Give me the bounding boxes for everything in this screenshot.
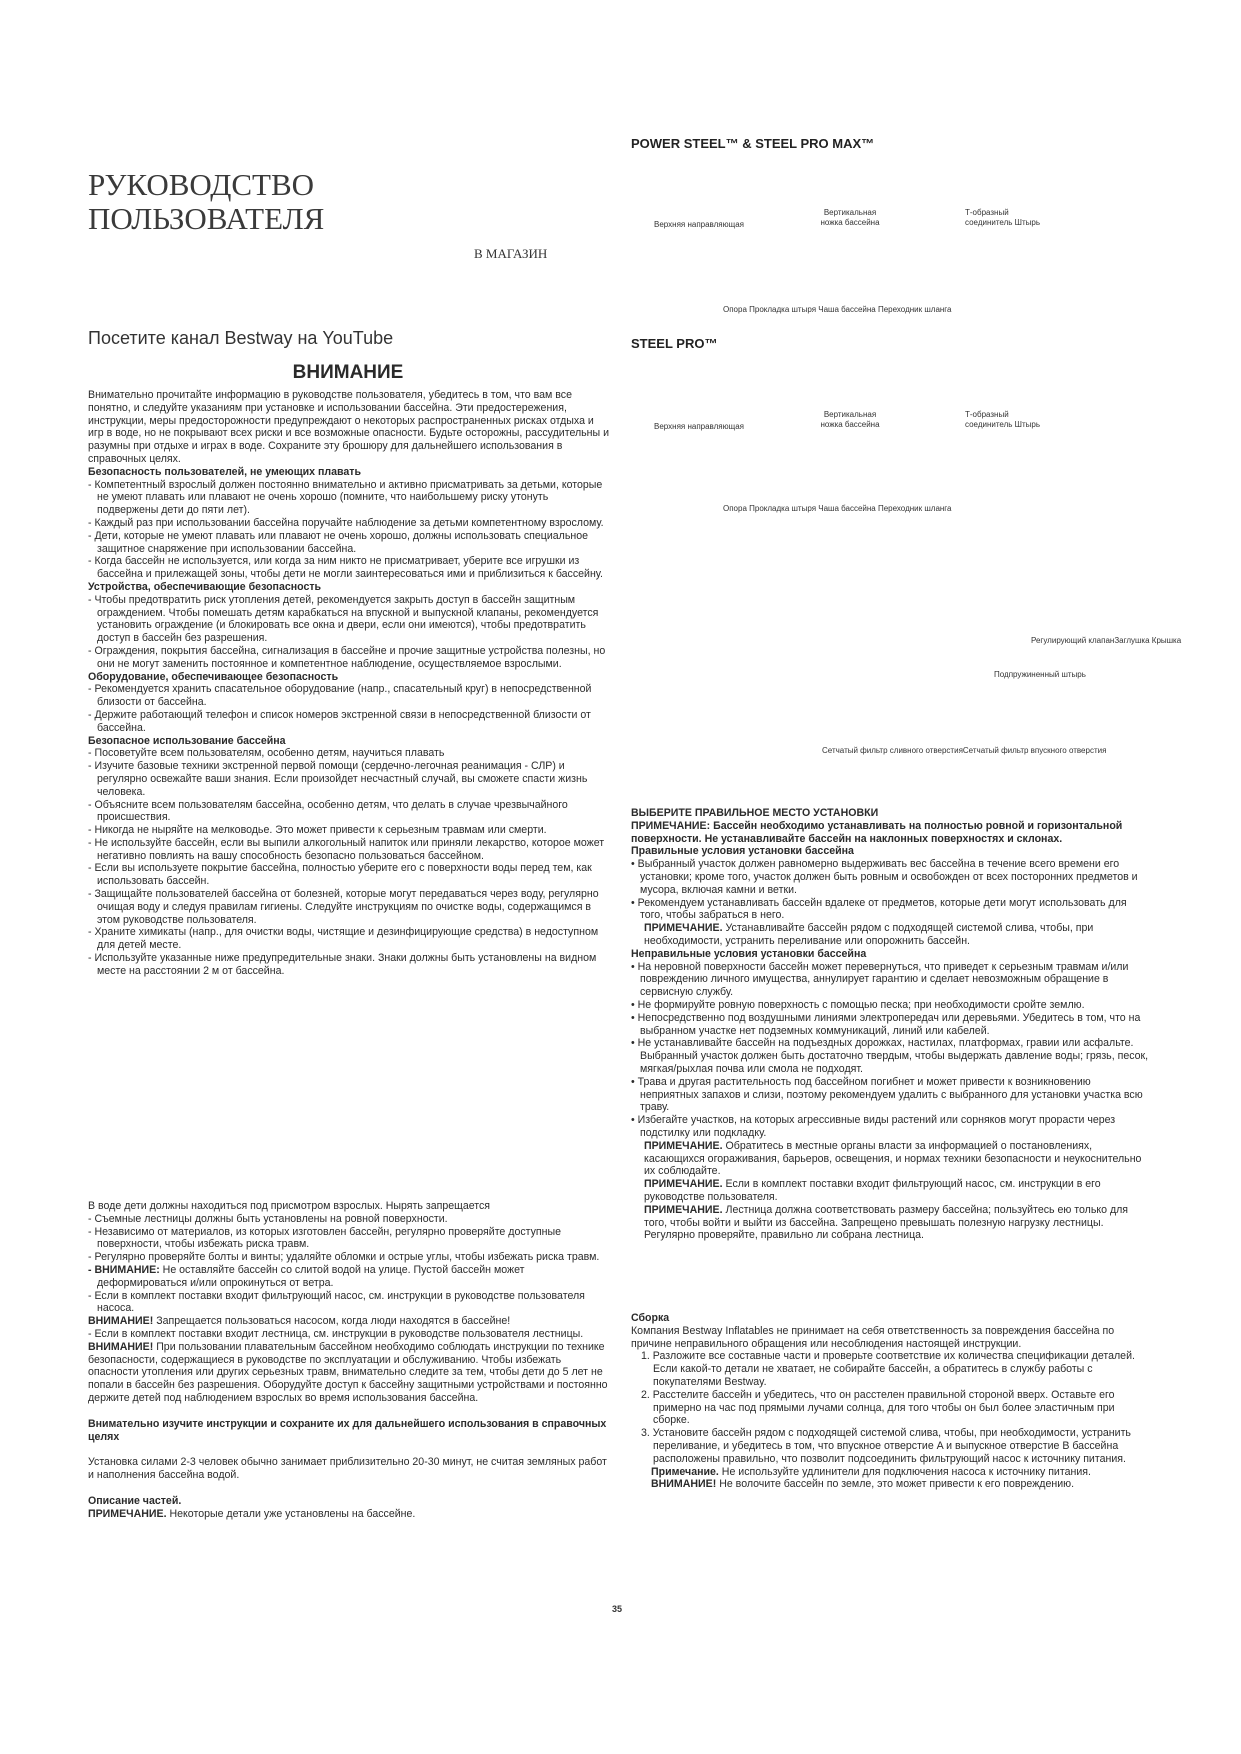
right1-paragraph: ВЫБЕРИТЕ ПРАВИЛЬНОЕ МЕСТО УСТАНОВКИ	[631, 807, 879, 819]
left1-paragraph: - Посоветуйте всем пользователям, особенно детям, научиться плавать	[88, 747, 445, 760]
right1-paragraph: ПРИМЕЧАНИЕ. Устанавливайте бассейн рядом с подходящей системой слива, чтобы, при необходимости, устранить переливание или опорожнить бассейн.	[644, 922, 1094, 947]
label-top-rail-2: Верхняя направляющая	[654, 422, 744, 431]
right1-paragraph: ПРИМЕЧАНИЕ. Обратитесь в местные органы власти за информацией о постановлениях, касающихся огораживания, барьеров, освещения, и нормах техники безопасности и неукоснительно их соблюдайте.	[644, 1139, 1142, 1178]
right1-paragraph: • Выбранный участок должен равномерно выдерживать вес бассейна в течение всего времени его установки; кроме того, участок должен быть ровным и освобожден от всех посторонних предметов и мусора, включая камни и ветки.	[631, 858, 1138, 896]
right1-paragraph: • Трава и другая растительность под бассейном погибнет и может привести к возникновению неприятных запахов и слизи, поэтому рекомендуем удалить с выбранного для установки участка всю траву.	[631, 1075, 1143, 1114]
right1-paragraph: ПРИМЕЧАНИЕ. Лестница должна соответствовать размеру бассейна; пользуйтесь ею только для того, чтобы войти и выйти из бассейна. Запрещено превышать полезную нагрузку лестницы. Регулярно проверяйте, правильно ли собрана лестница.	[644, 1203, 1129, 1242]
left2-paragraph: - Съемные лестницы должны быть установлены на ровной поверхности.	[88, 1212, 448, 1225]
left1-paragraph: - Когда бассейн не используется, или когда за ним никто не присматривает, уберите все игрушки из бассейна и прилежащей зоны, чтобы дети не могли заинтересоваться ими и приблизиться к бассейну.	[88, 555, 603, 581]
bold-prefix: ПРИМЕЧАНИЕ.	[644, 1139, 723, 1152]
left2-paragraph: - Независимо от материалов, из которых изготовлен бассейн, регулярно проверяйте доступные поверхности, чтобы избежать риска травм.	[88, 1225, 561, 1251]
right1-paragraph: • На неровной поверхности бассейн может перевернуться, что приведет к серьезным травмам и/или повреждению личного имущества, аннулирует гарантию и сделает невозможным обращение в сервисную службу.	[631, 960, 1129, 999]
left2-paragraph	[88, 1405, 610, 1418]
right1-paragraph: • Не формируйте ровную поверхность с помощью песка; при необходимости сройте землю.	[631, 998, 1085, 1011]
label-bottom-row-2: Опора Прокладка штыря Чаша бассейна Переходник шланга	[723, 504, 952, 513]
right1-paragraph: • Избегайте участков, на которых агрессивные виды растений или сорняков могут прорасти через подстилку или подкладку.	[631, 1114, 1116, 1139]
left2-paragraph: В воде дети должны находиться под присмотром взрослых. Нырять запрещается	[88, 1200, 491, 1212]
bold-prefix: Примечание.	[651, 1465, 719, 1478]
assembly-block	[631, 1312, 1151, 1491]
left2-paragraph: ПРИМЕЧАНИЕ. Некоторые детали уже установлены на бассейне.	[88, 1507, 416, 1520]
right1-paragraph: • Не устанавливайте бассейн на подъездных дорожках, настилах, платформах, гравии или асфальте. Выбранный участок должен быть достаточно твердым, чтобы выдержать давление воды; грязь, песок, мягкая/рыхлая почва или смола не подходят.	[631, 1037, 1149, 1075]
right1-paragraph: Неправильные условия установки бассейна	[631, 947, 867, 960]
left1-paragraph: - Объясните всем пользователям бассейна, особенно детям, что делать в случае чрезвычайного происшествия.	[88, 798, 568, 824]
bold-prefix: - ВНИМАНИЕ:	[88, 1263, 160, 1276]
label-valve: Регулирующий клапанЗаглушка Крышка	[1031, 636, 1182, 645]
right2-paragraph: ВНИМАНИЕ! Не волочите бассейн по земле, это может привести к его повреждению.	[651, 1478, 1075, 1491]
title-line-1: РУКОВОДСТВО	[88, 167, 315, 202]
label-strainers: Сетчатый фильтр сливного отверстияСетчатый фильтр впускного отверстия	[822, 746, 1107, 755]
bold-prefix: ПРИМЕЧАНИЕ.	[644, 922, 723, 935]
title-line-2: ПОЛЬЗОВАТЕЛЯ	[88, 201, 325, 236]
site-selection-block	[631, 807, 1151, 1242]
left1-paragraph: - Никогда не ныряйте на мелководье. Это может привести к серьезным травмам или смерти.	[88, 824, 547, 837]
label-vertical-leg-1: Вертикальная ножка бассейна	[820, 208, 880, 227]
right1-paragraph: • Рекомендуем устанавливать бассейн вдалеке от предметов, которые дети могут использовать для того, чтобы забраться в него.	[631, 896, 1127, 922]
left2-paragraph: - Если в комплект поставки входит фильтрующий насос, см. инструкции в руководстве пользователя насоса.	[88, 1289, 585, 1315]
left1-paragraph: Внимательно прочитайте информацию в руководстве пользователя, убедитесь в том, что вам все понятно, и следуйте указаниям при установке и использовании бассейна. Эти предостережения, инструкции, меры предосторожности предупреждают о некоторых распространенных рисках отдыха и игр в воде, но не покрывают всех риски и все возможные опасности. Будьте осторожны, рассудительны и разумны при отдыхе и играх в воде. Сохраните эту брошюру для дальнейшего использования в справочных целях.	[88, 389, 610, 465]
bold-prefix: ПРИМЕЧАНИЕ.	[644, 1203, 723, 1216]
left1-paragraph: - Храните химикаты (напр., для очистки воды, чистящие и дезинфицирующие средства) в недоступном для детей месте.	[88, 926, 599, 952]
left2-paragraph: - Регулярно проверяйте болты и винты; удаляйте обломки и острые углы, чтобы избежать риска травм.	[88, 1251, 600, 1264]
left2-paragraph: Установка силами 2-3 человек обычно занимает приблизительно 20-30 минут, не считая земляных работ и наполнения бассейна водой.	[88, 1456, 607, 1482]
left1-paragraph: - Чтобы предотвратить риск утопления детей, рекомендуется закрыть доступ в бассейн защитным ограждением. Чтобы помешать детям карабкаться на впускной и выпускной клапаны, рекомендуется установить ограждение (и блокировать все окна и двери, если они имеются), чтобы предотвратить доступ в бассейн без разрешения.	[88, 593, 599, 645]
left1-paragraph: - Держите работающий телефон и список номеров экстренной связи в непосредственной близости от бассейна.	[88, 708, 591, 734]
label-tjoint-1: Т-образный соединитель Штырь	[965, 208, 1041, 227]
right1-paragraph: Правильные условия установки бассейна	[631, 845, 854, 858]
label-tjoint-2: Т-образный соединитель Штырь	[965, 410, 1041, 429]
right2-paragraph: 3. Установите бассейн рядом с подходящей системой слива, чтобы, при необходимости, устранить переливание, и убедитесь в том, что впускное отверстие A и выпускное отверстие B бассейна расположены правильно, что позволит подсоединить фильтрующий насос к источнику питания.	[641, 1427, 1131, 1465]
left1-paragraph: - Ограждения, покрытия бассейна, сигнализация в бассейне и прочие защитные устройства полезны, но они не могут заменить постоянное и компетентное наблюдение, осуществляемое взрослыми.	[88, 644, 606, 670]
left1-paragraph: - Изучите базовые техники экстренной первой помощи (сердечно-легочная реанимация - СЛР) и регулярно освежайте ваши знания. Если произойдет несчастный случай, вы сможете спасти жизнь человека.	[88, 760, 588, 798]
bold-prefix: ПРИМЕЧАНИЕ.	[644, 1178, 723, 1191]
bold-prefix: ПРИМЕЧАНИЕ.	[88, 1507, 167, 1520]
left1-paragraph: Устройства, обеспечивающие безопасность	[88, 580, 322, 593]
youtube-link[interactable]: Посетите канал Bestway на YouTube	[88, 328, 394, 348]
left2-paragraph: ВНИМАНИЕ! Запрещается пользоваться насосом, когда люди находятся в бассейне!	[88, 1315, 511, 1328]
right1-paragraph: • Непосредственно под воздушными линиями электропередач или деревьями. Убедитесь в том, что на выбранном участке нет подземных коммуникаций, линий или кабелей.	[631, 1011, 1141, 1037]
bold-prefix: ВНИМАНИЕ!	[88, 1315, 154, 1328]
bold-prefix: ВНИМАНИЕ!	[651, 1478, 717, 1491]
left1-paragraph: - Рекомендуется хранить спасательное оборудование (напр., спасательный круг) в непосредственной близости от бассейна.	[88, 683, 592, 709]
left1-paragraph: - Компетентный взрослый должен постоянно внимательно и активно присматривать за детьми, которые не умеют плавать или плавают не очень хорошо (помните, что наибольшему риску утонуть подвержены дети до пяти лет).	[88, 478, 603, 517]
right1-paragraph: ПРИМЕЧАНИЕ: Бассейн необходимо устанавливать на полностью ровной и горизонтальной поверхности. Не устанавливайте бассейн на наклонных поверхностях и склонах.	[631, 819, 1123, 845]
right2-paragraph: Сборка	[631, 1312, 670, 1324]
power-steel-heading: POWER STEEL™ & STEEL PRO MAX™	[631, 136, 875, 151]
left1-paragraph: Безопасность пользователей, не умеющих плавать	[88, 465, 362, 478]
left1-paragraph: - Используйте указанные ниже предупредительные знаки. Знаки должны быть установлены на видном месте на расстоянии 2 м от бассейна.	[88, 952, 597, 977]
label-top-rail-1: Верхняя направляющая	[654, 220, 744, 229]
label-bottom-row-1: Опора Прокладка штыря Чаша бассейна Переходник шланга	[723, 305, 952, 314]
safety-text-block-2	[88, 1200, 610, 1521]
left2-paragraph: Внимательно изучите инструкции и сохраните их для дальнейшего использования в справочных целях	[88, 1417, 607, 1443]
left2-paragraph: Описание частей.	[88, 1494, 182, 1507]
store-link[interactable]: В МАГАЗИН	[474, 246, 548, 261]
bold-prefix: ВНИМАНИЕ!	[88, 1340, 154, 1353]
left1-paragraph: - Дети, которые не умеют плавать или плавают не очень хорошо, должны использовать специальное защитное снаряжение при использовании бассейна.	[88, 529, 589, 555]
left2-paragraph	[88, 1482, 610, 1495]
left1-paragraph: - Защищайте пользователей бассейна от болезней, которые могут передаваться через воду, регулярно очищая воду и следуя правилам гигиены. Следуйте инструкциям по очистке воды, содержащимся в этом руководстве пользователя.	[88, 888, 599, 926]
label-pin: Подпружиненный штырь	[994, 670, 1086, 679]
left1-paragraph: - Каждый раз при использовании бассейна поручайте наблюдение за детьми компетентному взрослому.	[88, 516, 604, 529]
left1-paragraph: Безопасное использование бассейна	[88, 734, 286, 747]
left2-paragraph	[88, 1443, 610, 1456]
right2-paragraph: 2. Расстелите бассейн и убедитесь, что он расстелен правильной стороной вверх. Оставьте его примерно на час под прямыми лучами солнца, для того чтобы он был более эластичным при сборке.	[641, 1388, 1115, 1427]
left1-paragraph: Оборудование, обеспечивающее безопасность	[88, 670, 339, 683]
left2-paragraph: - ВНИМАНИЕ: Не оставляйте бассейн со слитой водой на улице. Пустой бассейн может деформироваться и/или опрокинуться от ветра.	[88, 1263, 525, 1289]
right2-paragraph: Примечание. Не используйте удлинители для подключения насоса к источнику питания.	[651, 1465, 1091, 1478]
left1-paragraph: - Если вы используете покрытие бассейна, полностью уберите его с поверхности воды перед тем, как использовать бассейн.	[88, 862, 592, 888]
right1-paragraph: ПРИМЕЧАНИЕ. Если в комплект поставки входит фильтрующий насос, см. инструкции в его руководстве пользователя.	[644, 1178, 1101, 1203]
warning-heading: ВНИМАНИЕ	[292, 362, 404, 383]
left2-paragraph: ВНИМАНИЕ! При пользовании плавательным бассейном необходимо соблюдать инструкции по технике безопасности, содержащиеся в руководстве по эксплуатации и обслуживанию. Чтобы избежать опасности утопления или других серьезных травм, внимательно следите за тем, чтобы дети до 5 лет не попали в бассейн без разрешения. Оборудуйте доступ к бассейну защитными устройствами и постоянно держите детей под наблюдением взрослых во время использования бассейна.	[88, 1340, 608, 1404]
document-title	[88, 168, 488, 236]
right2-paragraph: Компания Bestway Inflatables не принимает на себя ответственность за повреждения бассейна по причине неправильного обращения или несоблюдения настоящей инструкции.	[631, 1324, 1115, 1350]
label-vertical-leg-2: Вертикальная ножка бассейна	[820, 410, 880, 429]
page-number: 35	[612, 1604, 623, 1614]
left1-paragraph: - Не используйте бассейн, если вы выпили алкогольный напиток или приняли лекарство, которое может негативно повлиять на вашу способность безопасно пользоваться бассейном.	[88, 836, 605, 862]
left2-paragraph: - Если в комплект поставки входит лестница, см. инструкции в руководстве пользователя лестницы.	[88, 1327, 584, 1340]
right2-paragraph: 1. Разложите все составные части и проверьте соответствие их количества спецификации деталей. Если какой-то детали не хватает, не собирайте бассейн, а обратитесь в службу работы с покупателями Bestway.	[641, 1350, 1135, 1388]
steel-pro-heading: STEEL PRO™	[631, 336, 718, 351]
safety-text-block	[88, 389, 610, 978]
